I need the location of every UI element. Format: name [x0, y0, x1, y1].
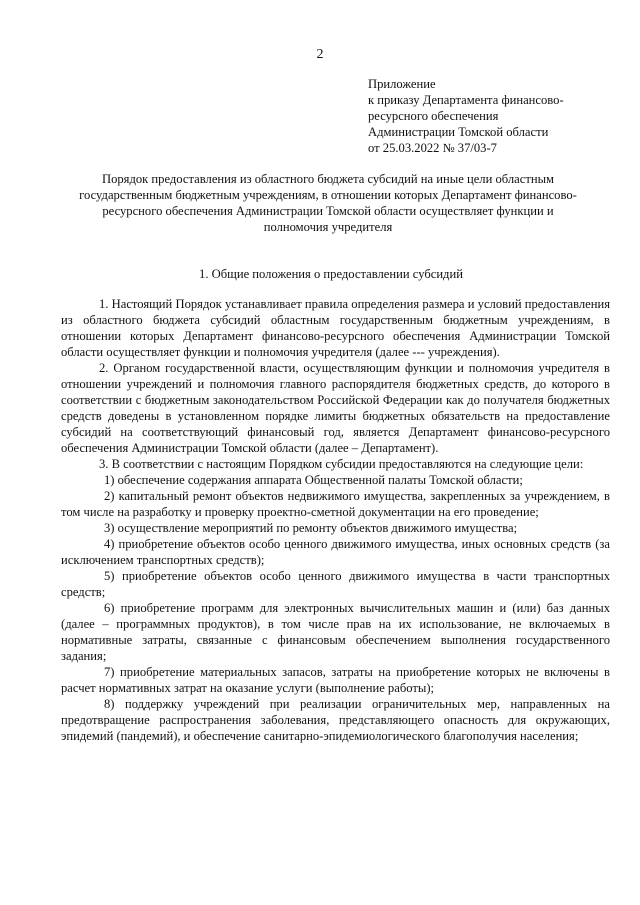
appendix-line: от 25.03.2022 № 37/03-7 [368, 141, 497, 155]
page-number: 2 [316, 47, 324, 62]
paragraph-2: 2. Органом государственной власти, осуществляющим функции и полномочия учредителя в отношении учреждений и полномочия главного распорядителя бюджетных средств, до которого в соответствии с бюджетным законодательством Российской Федерации как до получателя бюджетных средств доведены в установленном порядке лимиты бюджетных обязательств на предоставление субсидий на соответствующий финансовый год, является Департамент финансово-ресурсного обеспечения Администрации Томской области (далее – Департамент). [61, 361, 610, 455]
document-title: Порядок предоставления из областного бюджета субсидий на иные цели областным государственным бюджетным учреждениям, в отношении которых Департамент финансово-ресурсного обеспечения Администрации Томской области осуществляет функции и полномочия учредителя [79, 172, 577, 234]
paragraph-3: 3. В соответствии с настоящим Порядком субсидии предоставляются на следующие цели: [99, 457, 584, 471]
goal-item-1: 1) обеспечение содержания аппарата Общественной палаты Томской области; [104, 473, 523, 487]
appendix-block [368, 76, 628, 156]
goal-item-6: 6) приобретение программ для электронных вычислительных машин и (или) баз данных (далее – программных продуктов), в том числе прав на их использование, не включаемых в нормативные затраты, связанные с финансовым обеспечением выполнения государственного задания; [61, 601, 610, 663]
goal-item-5: 5) приобретение объектов особо ценного движимого имущества в части транспортных средств; [61, 569, 610, 599]
paragraph-1: 1. Настоящий Порядок устанавливает правила определения размера и условий предоставления из областного бюджета субсидий областным государственным бюджетным учреждениям, в отношении которых Департамент финансово-ресурсного обеспечения Администрации Томской области осуществляет функции и полномочия учредителя (далее --- учреждения). [61, 297, 610, 359]
document-body [61, 296, 610, 744]
goal-item-7: 7) приобретение материальных запасов, затраты на приобретение которых не включены в расчет нормативных затрат на оказание услуги (выполнение работы); [61, 665, 610, 695]
goal-item-2: 2) капитальный ремонт объектов недвижимого имущества, закрепленных за учреждением, в том числе на разработку и проверку проектно-сметной документации на его проведение; [61, 489, 610, 519]
section-heading: 1. Общие положения о предоставлении субсидий [199, 267, 463, 281]
goal-item-8: 8) поддержку учреждений при реализации ограничительных мер, направленных на предотвращение распространения заболевания, представляющего опасность для окружающих, эпидемий (пандемий), и обеспечение санитарно-эпидемиологического благополучия населения; [61, 697, 610, 743]
appendix-line: ресурсного обеспечения [368, 109, 499, 123]
appendix-line: Приложение [368, 77, 436, 91]
goal-item-4: 4) приобретение объектов особо ценного движимого имущества, иных основных средств (за исключением транспортных средств); [61, 537, 610, 567]
goal-item-3: 3) осуществление мероприятий по ремонту объектов движимого имущества; [104, 521, 518, 535]
appendix-line: к приказу Департамента финансово- [368, 93, 564, 107]
appendix-line: Администрации Томской области [368, 125, 549, 139]
